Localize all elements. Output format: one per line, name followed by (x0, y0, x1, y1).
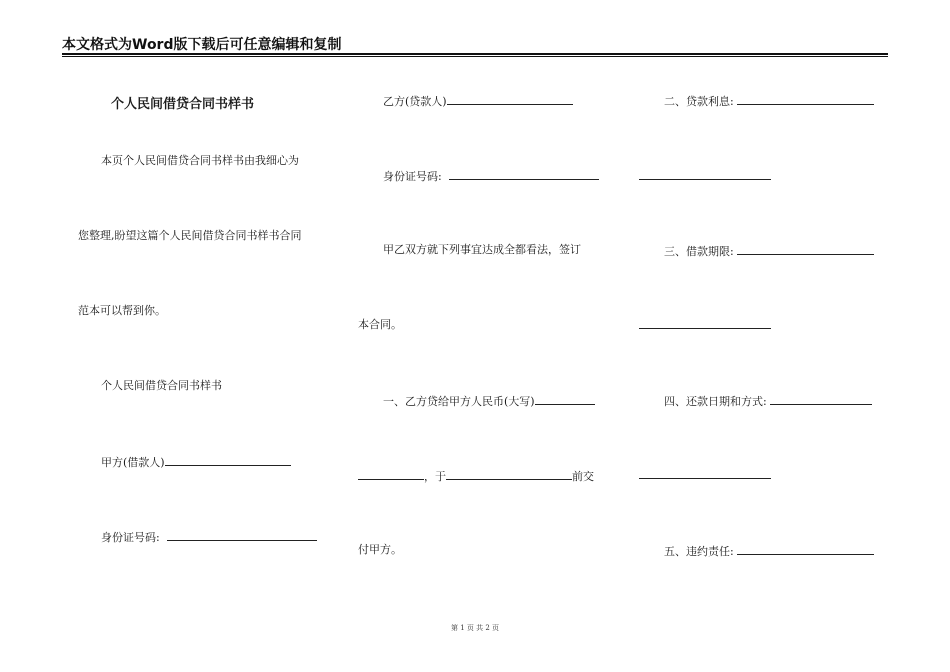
item-4-label: 四、还款日期和方式: (664, 395, 767, 408)
interest-blank-continued[interactable] (639, 179, 771, 180)
loan-amount-blank[interactable] (535, 393, 595, 405)
id-b-field (383, 168, 599, 184)
party-a-label: 甲方(借款人) (101, 456, 165, 469)
liability-blank[interactable] (737, 543, 874, 555)
item-5-label: 五、违约责任: (664, 545, 734, 558)
party-b-blank[interactable] (447, 93, 573, 105)
intro-line-3: 范本可以帮到你。 (78, 304, 166, 317)
party-b-label: 乙方(贷款人) (383, 95, 447, 108)
delivery-date-blank[interactable] (446, 468, 572, 480)
item-1-label: 一、乙方贷给甲方人民币(大写) (383, 395, 535, 408)
term-blank-continued[interactable] (639, 328, 771, 329)
contract-subtitle: 个人民间借贷合同书样书 (101, 379, 222, 392)
item-3-label: 三、借款期限: (664, 245, 734, 258)
delivery-date-field (358, 468, 594, 484)
item-1-mid: ，于 (424, 470, 446, 483)
term-field (664, 243, 874, 259)
agreement-line-1: 甲乙双方就下列事宜达成全都看法，签订 (383, 243, 581, 256)
page-number: 第 1 页 共 2 页 (450, 624, 500, 632)
party-a-blank[interactable] (165, 454, 291, 466)
id-a-blank[interactable] (167, 529, 317, 541)
repayment-blank[interactable] (770, 393, 872, 405)
party-a-field (101, 454, 291, 470)
item-1-end: 前交 (572, 470, 594, 483)
id-b-blank[interactable] (449, 168, 599, 180)
liability-field (664, 543, 874, 559)
id-b-label: 身份证号码: (383, 170, 442, 183)
repayment-field (664, 393, 872, 409)
id-a-label: 身份证号码: (101, 531, 160, 544)
item-1-tail: 付甲方。 (358, 543, 402, 556)
loan-amount-field (383, 393, 595, 409)
interest-field (664, 93, 874, 109)
intro-line-2: 您整理,盼望这篇个人民间借贷合同书样书合同 (78, 229, 302, 242)
agreement-line-2: 本合同。 (358, 318, 402, 331)
document-header: 本文格式为Word版下载后可任意编辑和复制 (62, 37, 342, 53)
id-a-field (101, 529, 317, 545)
header-rule-thin (62, 56, 888, 57)
intro-line-1: 本页个人民间借贷合同书样书由我细心为 (101, 154, 299, 167)
interest-blank[interactable] (737, 93, 874, 105)
item-2-label: 二、贷款利息: (664, 95, 734, 108)
document-title: 个人民间借贷合同书样书 (111, 97, 255, 112)
repayment-blank-continued[interactable] (639, 478, 771, 479)
header-rule-thick (62, 53, 888, 55)
party-b-field (383, 93, 573, 109)
amount-figure-blank[interactable] (358, 468, 424, 480)
term-blank[interactable] (737, 243, 874, 255)
